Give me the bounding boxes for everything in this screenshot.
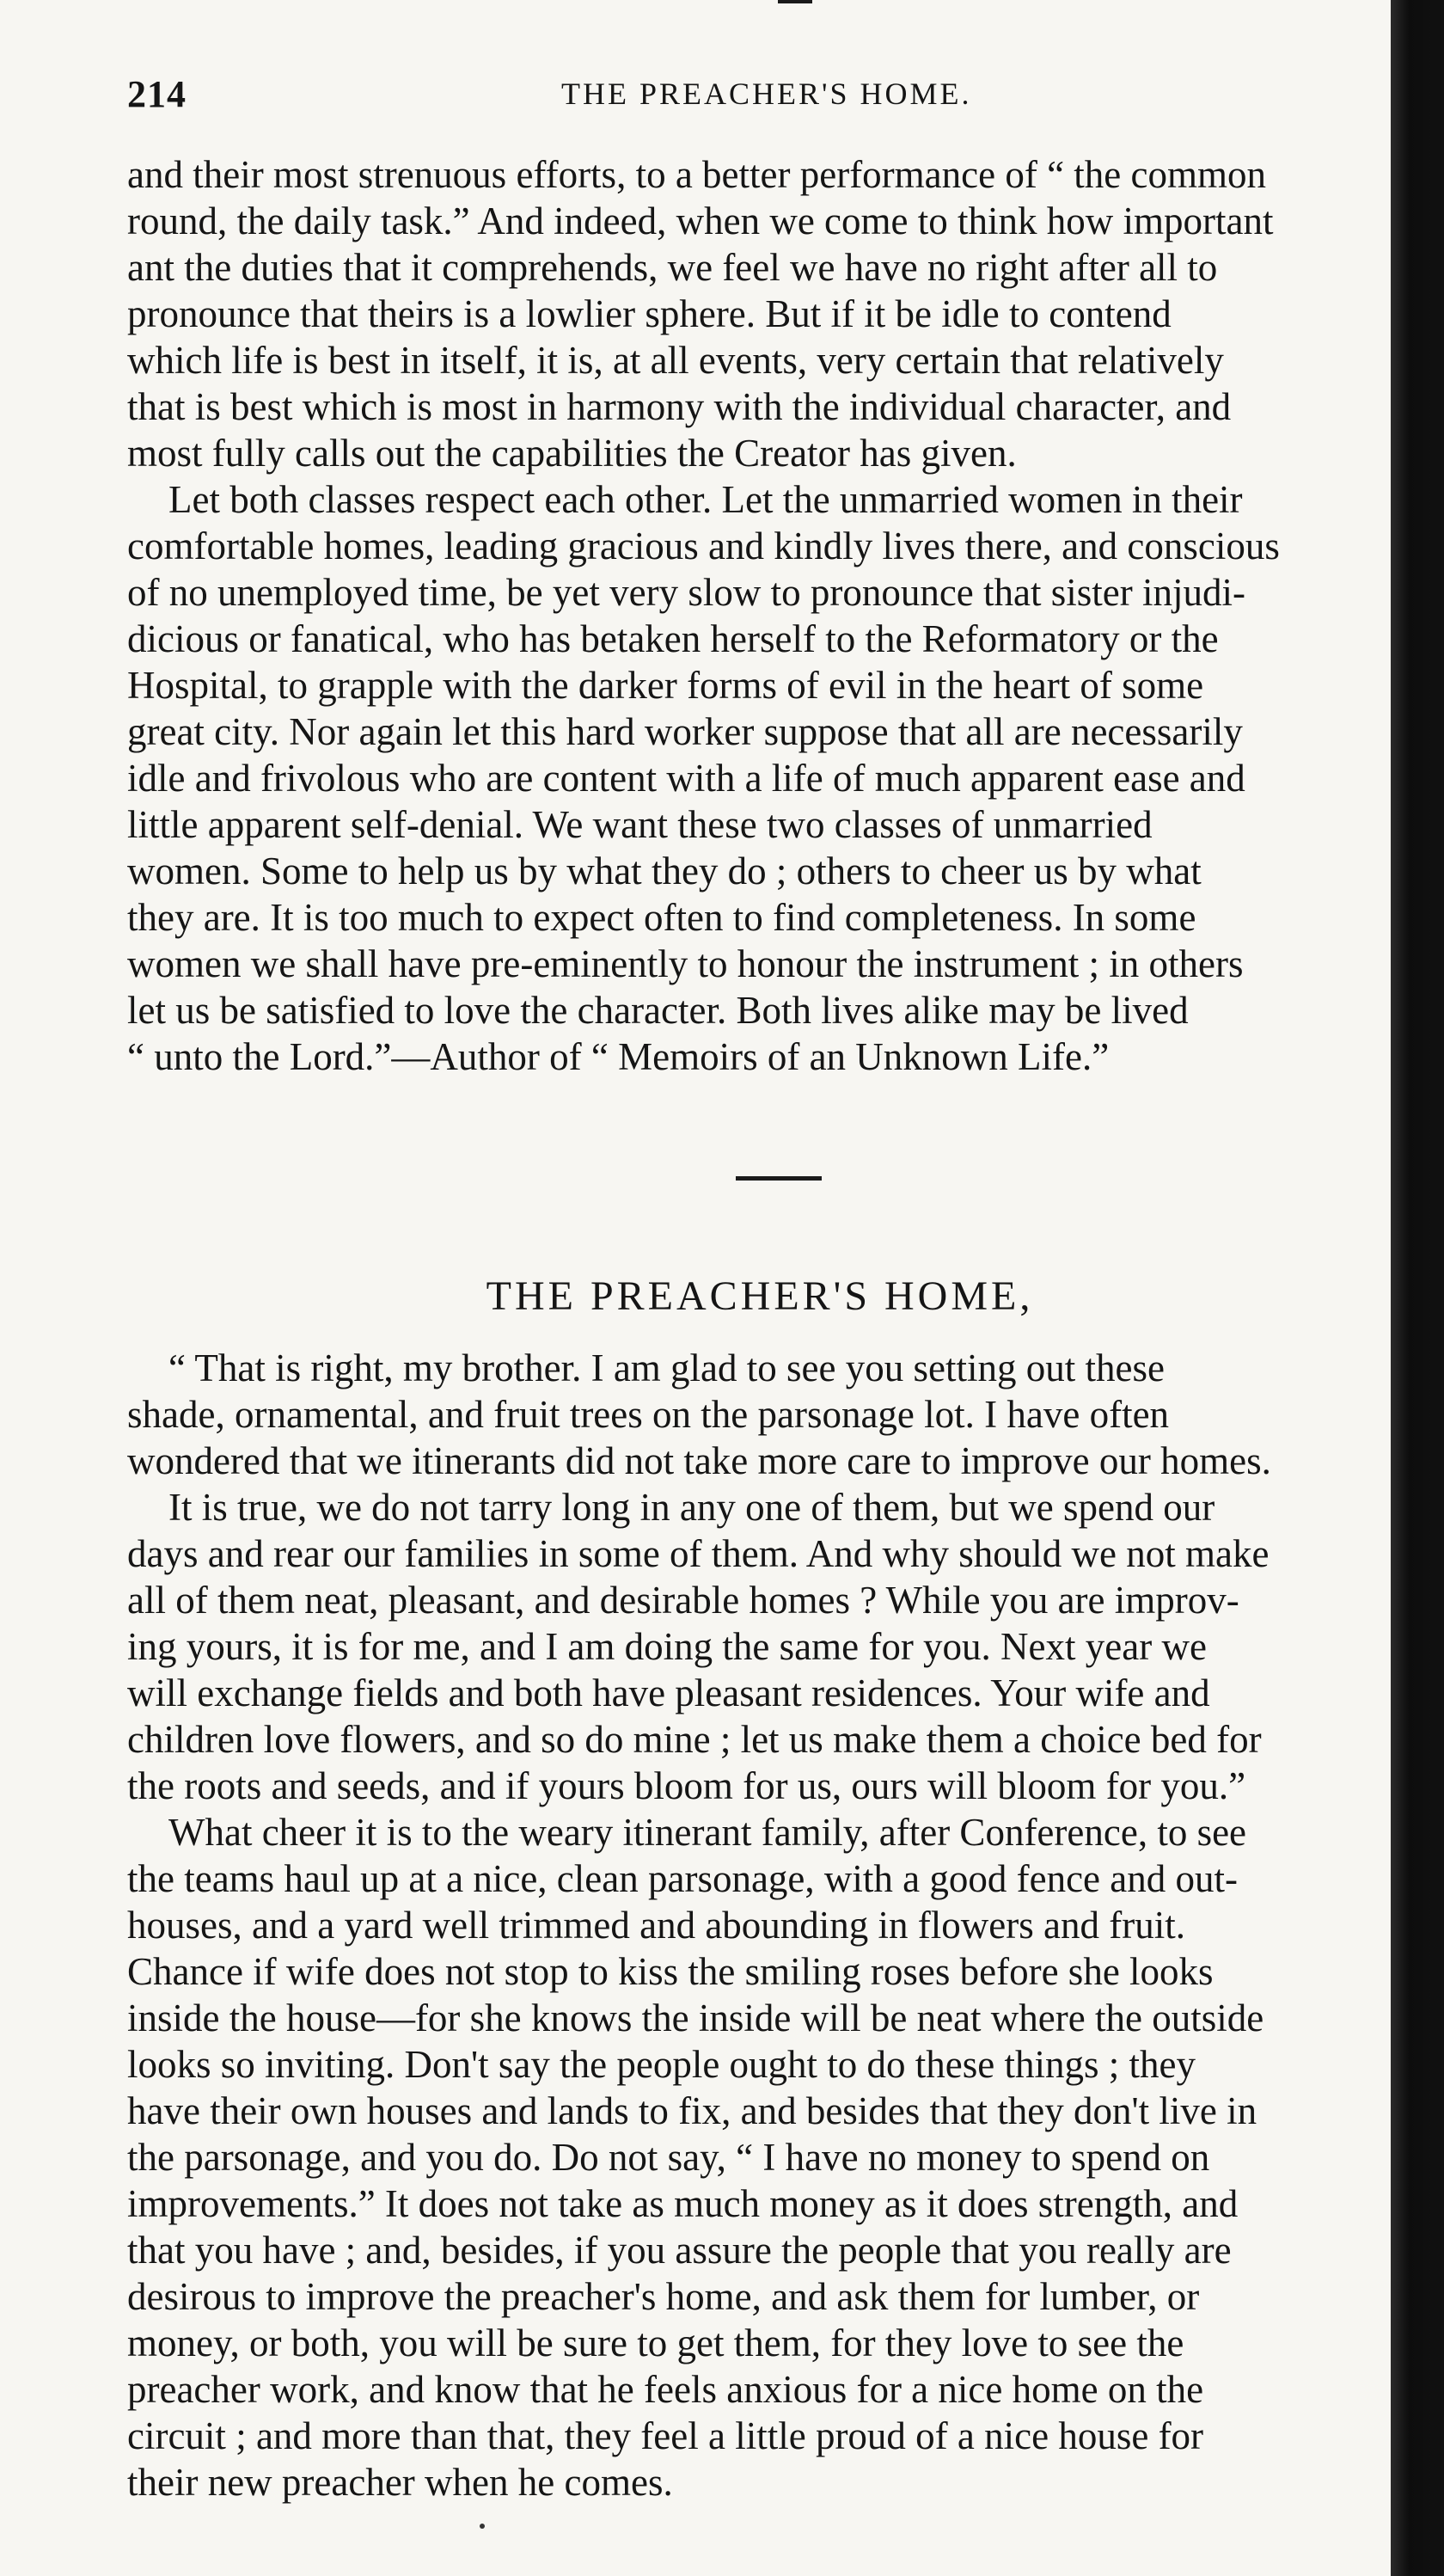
text-line: little apparent self-denial. We want these two classes of unmarried [127,803,1153,846]
text-line: improvements.” It does not take as much money as it does strength, and [127,2182,1239,2225]
running-title: THE PREACHER'S HOME. [561,77,972,111]
text-line: have their own houses and lands to fix, and besides that they don't live in [127,2089,1257,2132]
text-line: the roots and seeds, and if yours bloom for us, ours will bloom for you.” [127,1764,1246,1807]
running-head [127,72,1382,124]
text-line: that is best which is most in harmony with the individual character, and [127,385,1232,428]
binding-shadow [1391,0,1444,2576]
text-line: ant the duties that it comprehends, we feel we have no right after all to [127,246,1218,289]
text-line: ing yours, it is for me, and I am doing the same for you. Next year we [127,1625,1207,1668]
text-line: the parsonage, and you do. Do not say, “ I have no money to spend on [127,2136,1210,2179]
text-line: pronounce that theirs is a lowlier sphere. But if it be idle to contend [127,292,1172,335]
text-line: their new preacher when he comes. [127,2461,673,2504]
article-text [127,1345,1392,2505]
page-number: 214 [127,73,187,115]
text-line: let us be satisfied to love the character. Both lives alike may be lived [127,989,1189,1032]
text-line: inside the house—for she knows the inside will be neat where the outside [127,1996,1264,2039]
article-title: THE PREACHER'S HOME, [486,1273,1034,1319]
text-line: great city. Nor again let this hard worker suppose that all are necessarily [127,710,1243,753]
top-edge-mark [778,0,812,3]
text-line: desirous to improve the preacher's home, and ask them for lumber, or [127,2275,1200,2318]
text-line: preacher work, and know that he feels anxious for a nice home on the [127,2368,1204,2411]
text-line: Hospital, to grapple with the darker forms of evil in the heart of some [127,664,1204,707]
text-line: women we shall have pre-eminently to honour the instrument ; in others [127,942,1244,985]
text-line: most fully calls out the capabilities the Creator has given. [127,432,1017,475]
paragraph-start-line: What cheer it is to the weary itinerant family, after Conference, to see [168,1811,1247,1854]
text-line: will exchange fields and both have pleasant residences. Your wife and [127,1671,1210,1714]
text-line: money, or both, you will be sure to get them, for they love to see the [127,2321,1184,2364]
text-line: wondered that we itinerants did not take more care to improve our homes. [127,1439,1271,1482]
text-line: that you have ; and, besides, if you assure the people that you really are [127,2229,1232,2272]
paragraph-start-line: Let both classes respect each other. Let the unmarried women in their [168,478,1243,521]
previous-article-text [127,151,1392,1080]
section-divider [736,1176,822,1181]
text-line: they are. It is too much to expect often to find completeness. In some [127,896,1196,939]
paragraph-start-line: “ That is right, my brother. I am glad to see you setting out these [168,1346,1165,1389]
text-line: children love flowers, and so do mine ; let us make them a choice bed for [127,1718,1262,1761]
text-line: women. Some to help us by what they do ; others to cheer us by what [127,849,1202,892]
text-line: all of them neat, pleasant, and desirable homes ? While you are improv- [127,1579,1239,1622]
text-line: shade, ornamental, and fruit trees on the parsonage lot. I have often [127,1393,1170,1436]
text-line: and their most strenuous efforts, to a better performance of “ the common [127,153,1266,196]
text-line: days and rear our families in some of them. And why should we not make [127,1532,1270,1575]
text-line: the teams haul up at a nice, clean parsonage, with a good fence and out- [127,1857,1238,1900]
text-line: idle and frivolous who are content with a life of much apparent ease and [127,757,1245,800]
text-line: comfortable homes, leading gracious and kindly lives there, and conscious [127,524,1280,567]
text-line: Chance if wife does not stop to kiss the smiling roses before she looks [127,1950,1214,1993]
text-line: of no unemployed time, be yet very slow to pronounce that sister injudi- [127,571,1245,614]
text-line: looks so inviting. Don't say the people ought to do these things ; they [127,2043,1196,2086]
paragraph-start-line: It is true, we do not tarry long in any one of them, but we spend our [168,1486,1215,1529]
ink-speck [480,2524,485,2529]
text-line: round, the daily task.” And indeed, when we come to think how important [127,199,1274,242]
text-line: houses, and a yard well trimmed and abounding in flowers and fruit. [127,1904,1185,1947]
text-line: circuit ; and more than that, they feel a little proud of a nice house for [127,2414,1204,2457]
text-line: dicious or fanatical, who has betaken herself to the Reformatory or the [127,617,1219,660]
attribution-line: “ unto the Lord.”—Author of “ Memoirs of an Unknown Life.” [127,1035,1110,1078]
text-line: which life is best in itself, it is, at all events, very certain that relatively [127,339,1224,382]
